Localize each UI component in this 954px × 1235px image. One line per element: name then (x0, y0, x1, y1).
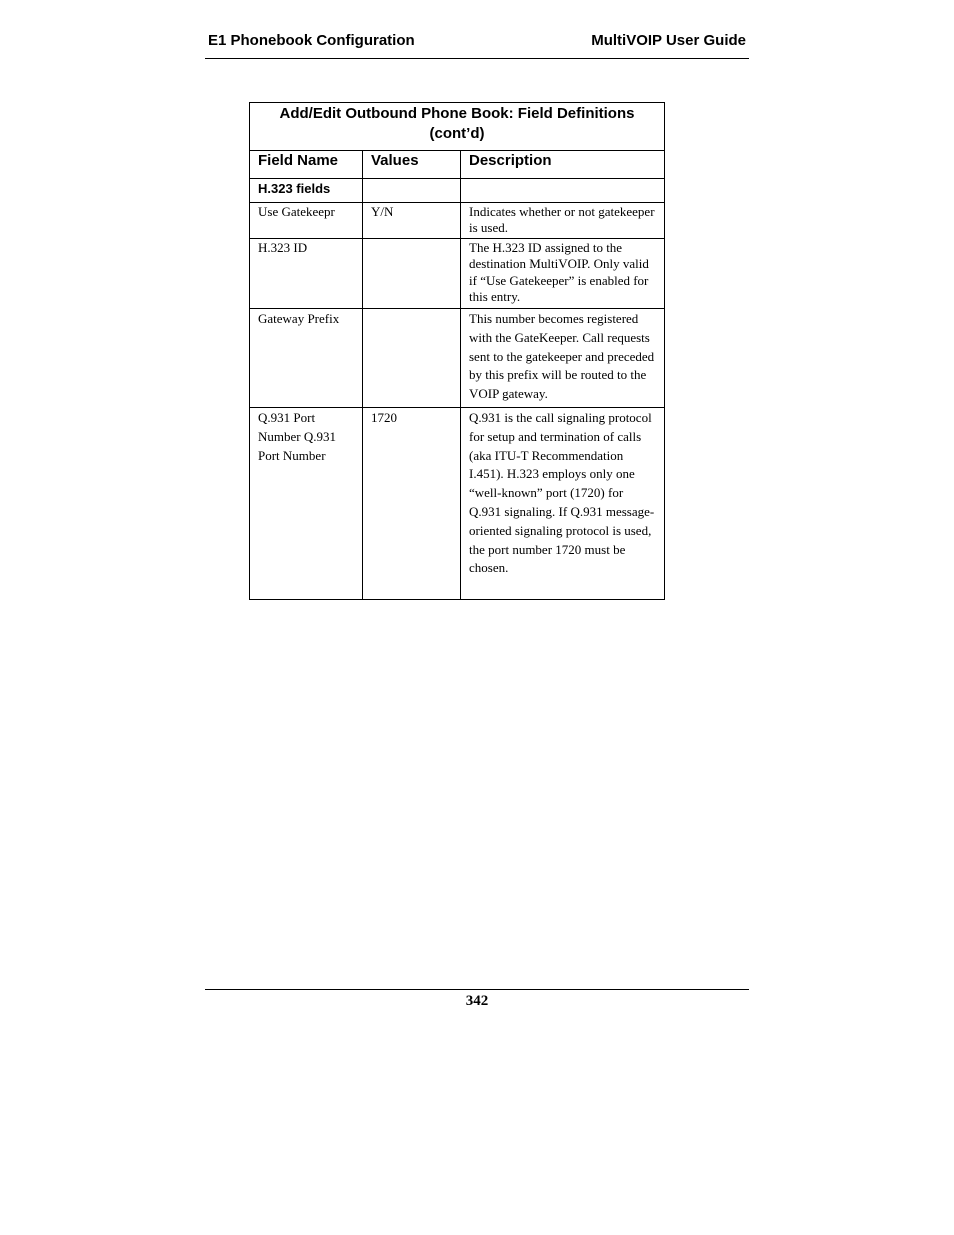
description-cell: This number becomes registered with the GateKeeper. Call requests sent to the gatekeeper and preceded by this prefix will be routed to the VOIP gateway. (461, 309, 665, 408)
page-number: 342 (465, 993, 489, 1009)
values-cell (363, 239, 461, 309)
table-title-line2: (cont’d) (429, 125, 485, 142)
table-row (250, 203, 665, 239)
field-name-cell: H.323 ID (250, 239, 363, 309)
page-header (205, 32, 749, 59)
table-row (250, 239, 665, 309)
page-footer (205, 989, 749, 1010)
column-header-field-name: Field Name (250, 151, 363, 179)
section-label: H.323 fields (250, 179, 363, 203)
field-definitions-table (249, 102, 665, 600)
column-header-description: Description (461, 151, 665, 179)
description-cell: Q.931 is the call signaling protocol for setup and termination of calls (aka ITU-T Recommendation I.451). H.323 employs only one “well-known” port (1720) for Q.931 signaling. If Q.931 message-oriented signaling protocol is used, the port number 1720 must be chosen. (461, 408, 665, 600)
section-empty-cell (461, 179, 665, 203)
table-title (250, 103, 665, 151)
field-name-cell: Gateway Prefix (250, 309, 363, 408)
description-cell: The H.323 ID assigned to the destination MultiVOIP. Only valid if “Use Gatekeeper” is enabled for this entry. (461, 239, 665, 309)
section-empty-cell (363, 179, 461, 203)
table-header-row (250, 151, 665, 179)
header-guide-title: MultiVOIP User Guide (591, 32, 746, 49)
field-name-cell: Use Gatekeepr (250, 203, 363, 239)
table-title-row (250, 103, 665, 151)
section-row (250, 179, 665, 203)
values-cell (363, 309, 461, 408)
description-cell: Indicates whether or not gatekeeper is used. (461, 203, 665, 239)
field-name-cell: Q.931 Port Number Q.931 Port Number (250, 408, 363, 600)
column-header-values: Values (363, 151, 461, 179)
table-title-line1: Add/Edit Outbound Phone Book: Field Definitions (279, 105, 635, 122)
table-row (250, 408, 665, 600)
table-row (250, 309, 665, 408)
header-section-title: E1 Phonebook Configuration (208, 32, 415, 49)
values-cell: 1720 (363, 408, 461, 600)
values-cell: Y/N (363, 203, 461, 239)
